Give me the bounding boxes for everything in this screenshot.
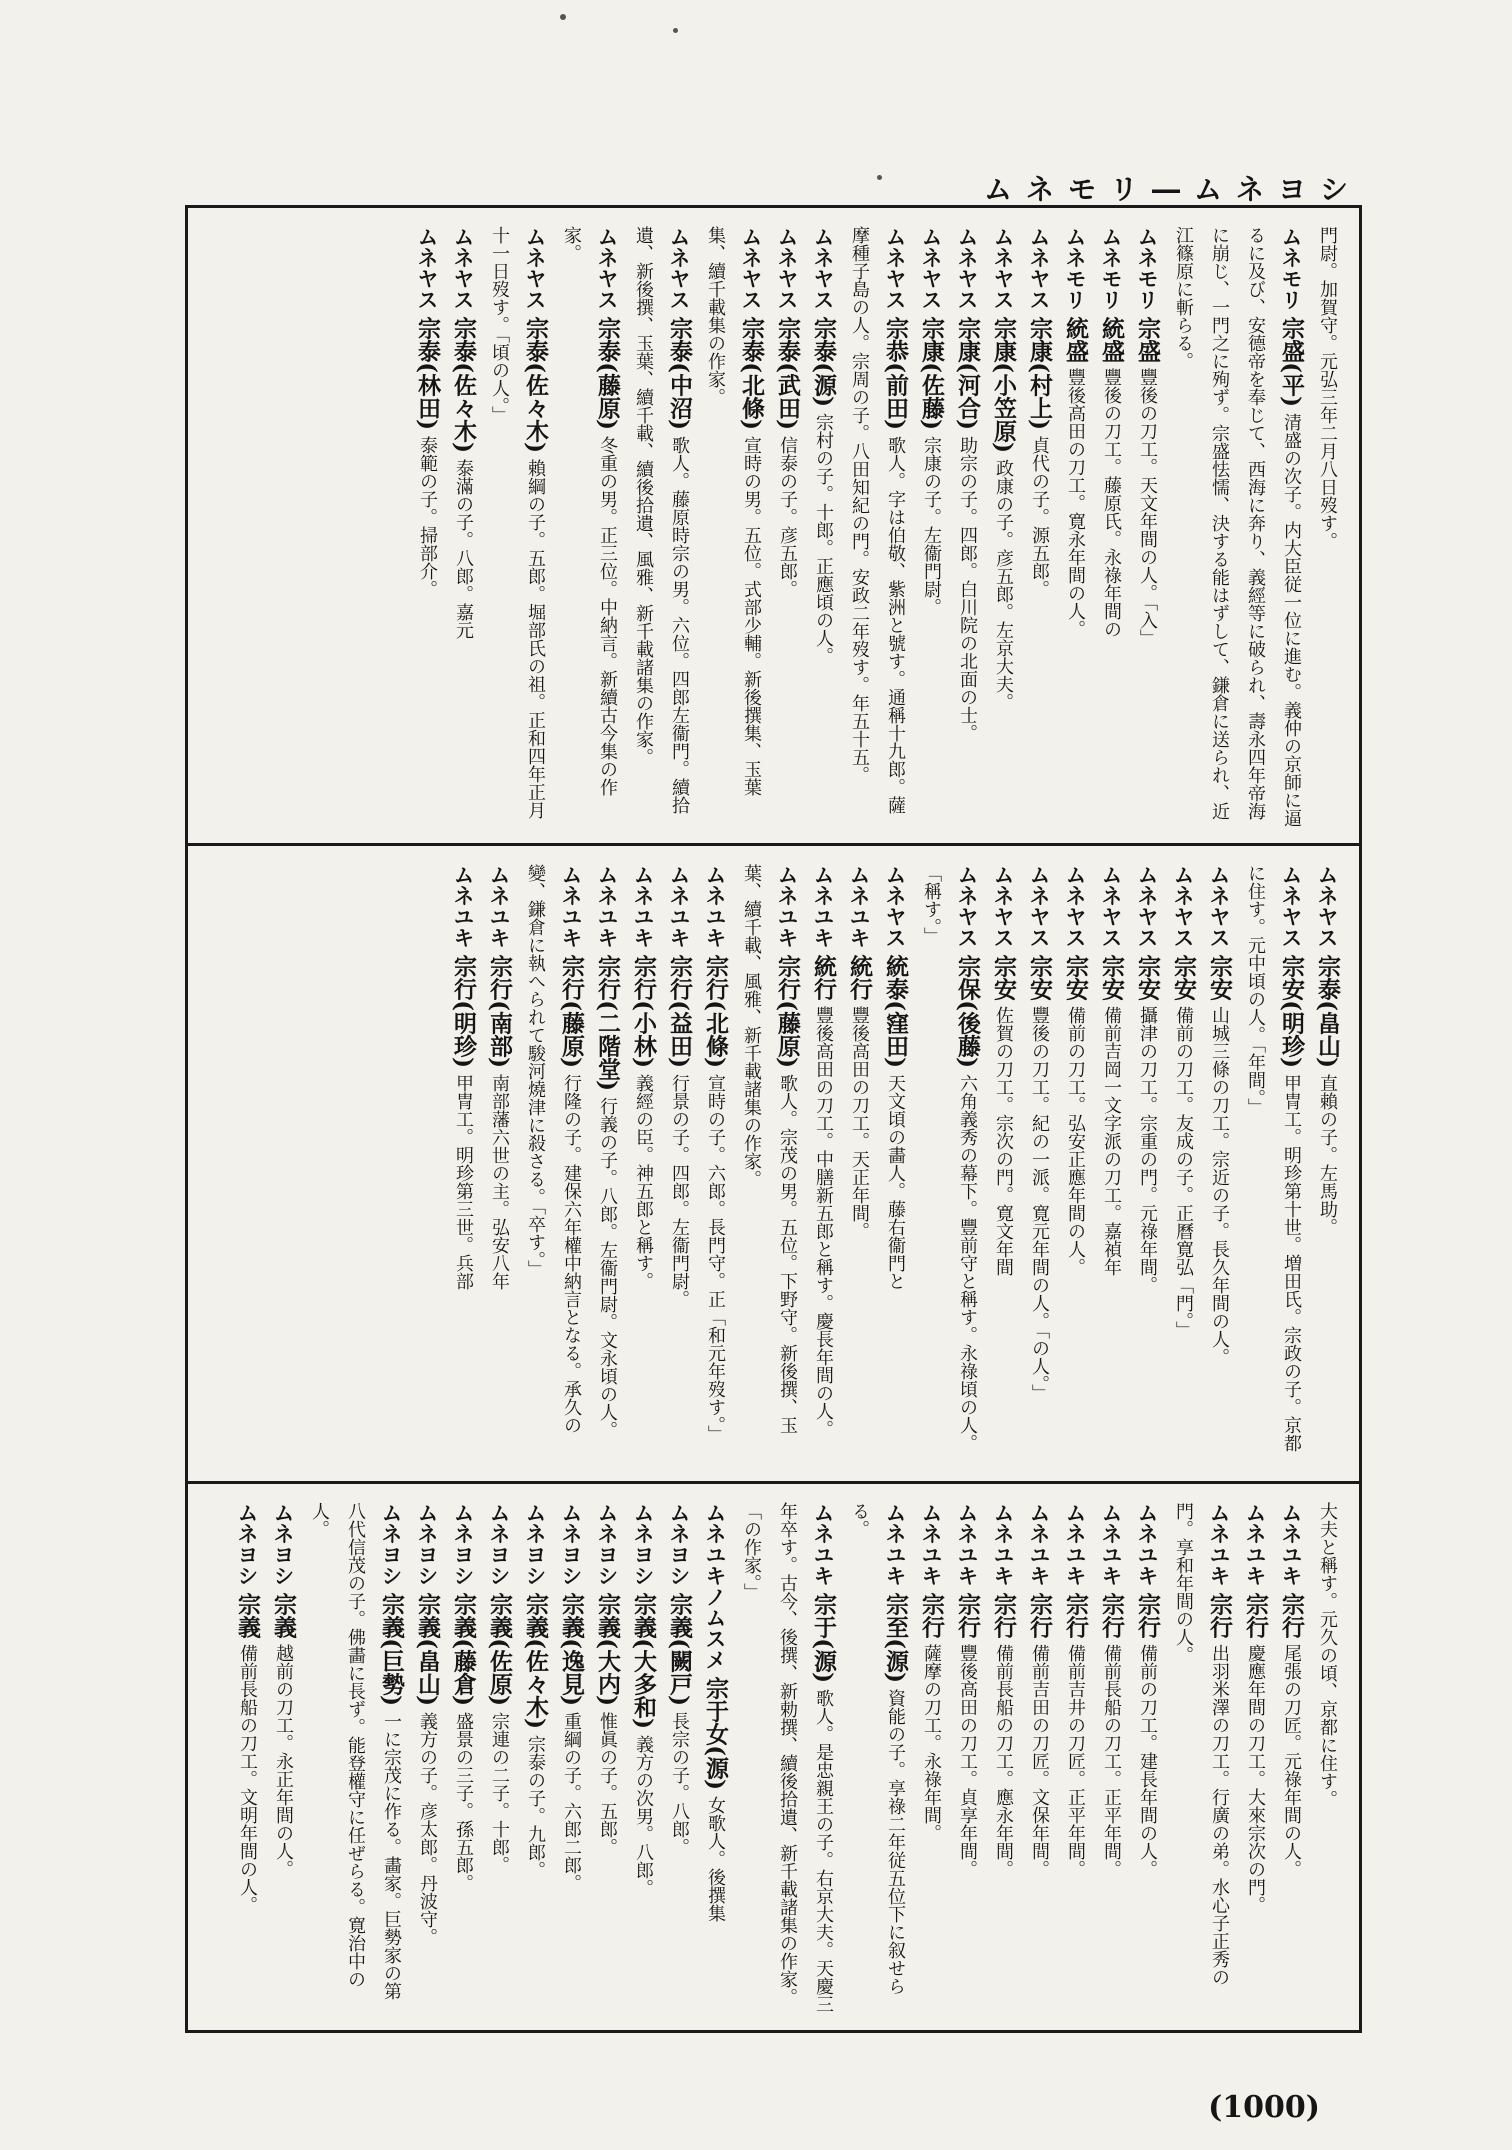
dictionary-entry — [1057, 1502, 1093, 2018]
print-speck — [560, 14, 566, 20]
entry-headword: 宗安 — [1098, 954, 1125, 1001]
entry-headword: 宗義(佐々木) — [522, 1592, 549, 1729]
entry-kana-reading: ムネユキ — [811, 864, 835, 948]
dictionary-entry — [805, 226, 841, 828]
dictionary-entry — [1021, 1502, 1057, 2018]
dictionary-entry — [913, 226, 949, 828]
entry-kana-reading: ムネヤス — [1171, 864, 1195, 948]
entry-kana-reading: ムネヤス — [775, 226, 799, 310]
entry-description: 冬重の男。正三位。中納言。新續古今集の作家。 — [561, 226, 618, 797]
entry-kana-reading: ムネユキ — [847, 864, 871, 948]
entry-kana-reading: ムネヨシ — [451, 1502, 475, 1586]
entry-description: 義方の子。彦太郎。丹波守。 — [417, 1712, 438, 1947]
dictionary-entry — [625, 864, 661, 1466]
dictionary-entry — [841, 1502, 913, 2018]
entry-description: 甲冑工。明珍第十世。増田氏。宗政の子。京都に住す。元中頃の人。「年間。」 — [1245, 864, 1302, 1453]
entry-description: 宗泰の子。九郎。 — [525, 1735, 546, 1880]
entry-kana-reading: ムネヨシ — [415, 1502, 439, 1586]
entry-kana-reading: ムネユキ — [1243, 1502, 1267, 1586]
entry-headword: 宗安 — [1026, 954, 1053, 1001]
entry-headword: 統行 — [810, 954, 837, 1001]
entry-headword: 宗行 — [1134, 1592, 1161, 1639]
entry-headword: 宗義 — [270, 1592, 297, 1639]
entry-description: 義經の臣。神五郎と稱す。 — [633, 1074, 654, 1291]
entry-kana-reading: ムネヤス — [523, 226, 547, 310]
entry-headword: 宗行(明珍) — [450, 954, 477, 1068]
entry-column-group — [202, 226, 1345, 828]
entry-description: 豐後の刀工。藤原氏。永祿年間の — [1101, 368, 1122, 639]
entry-headword: 宗行(益田) — [666, 954, 693, 1068]
entry-kana-reading: ムネヤス — [991, 864, 1015, 948]
dictionary-entry — [301, 1502, 409, 2018]
entry-kana-reading: ムネヤス — [451, 226, 475, 310]
dictionary-entry — [625, 1502, 661, 2018]
print-speck — [673, 28, 678, 33]
dictionary-entry — [697, 864, 733, 1466]
entry-headword: 宗保(後藤) — [954, 954, 981, 1068]
dictionary-entry — [661, 1502, 697, 2018]
entry-column-group — [202, 864, 1345, 1466]
entry-description: 豐後高田の刀工。天正年間。 — [849, 1006, 870, 1241]
entry-headword: 宗義(大内) — [594, 1592, 621, 1706]
entry-headword: 宗泰(中沼) — [666, 316, 693, 430]
entry-headword: 宗義(逸見) — [558, 1592, 585, 1706]
entry-kana-reading: ムネヤス — [1135, 864, 1159, 948]
entry-description: 豐後高田の刀工。貞享年間。 — [957, 1644, 978, 1879]
dictionary-entry — [841, 864, 877, 1466]
section-top — [188, 208, 1359, 840]
entry-headword: 宗泰(武田) — [774, 316, 801, 430]
entry-description: 豐後の刀工。紀の一派。寛元年間の人。「の人。」 — [1029, 1006, 1050, 1403]
section-bottom — [188, 1481, 1359, 2030]
dictionary-entry — [625, 226, 697, 828]
entry-description: 薩摩の刀工。永祿年間。 — [921, 1644, 942, 1843]
dictionary-entry — [985, 864, 1021, 1466]
dictionary-entry — [1093, 226, 1129, 828]
dictionary-entry — [985, 1502, 1021, 2018]
entry-headword: 宗康(村上) — [1026, 316, 1053, 430]
entry-headword: 宗泰(佐々木) — [522, 316, 549, 453]
entry-kana-reading: ムネヤス — [811, 226, 835, 310]
entry-kana-reading: ムネヤス — [667, 226, 691, 310]
entry-kana-reading: ムネヨシ — [559, 1502, 583, 1586]
entry-kana-reading: ムネユキ — [1207, 1502, 1231, 1586]
dictionary-entry — [733, 1502, 841, 2018]
entry-description: 備前の刀工。弘安正應年間の人。 — [1065, 1006, 1086, 1277]
entry-kana-reading: ムネユキ — [1099, 1502, 1123, 1586]
entry-kana-reading: ムネユキ — [595, 864, 619, 948]
entry-kana-reading: ムネヨシ — [235, 1502, 259, 1586]
entry-kana-reading: ムネヤス — [1099, 864, 1123, 948]
entry-headword: 宗行 — [990, 1592, 1017, 1639]
entry-description: 六角義秀の幕下。豐前守と稱す。永祿頃の人。「稱す。」 — [921, 864, 978, 1453]
entry-kana-reading: ムネヤス — [1027, 226, 1051, 310]
entry-headword: 統盛 — [1098, 316, 1125, 363]
entry-headword: 宗行(藤原) — [774, 954, 801, 1068]
entry-headword: 宗康(河合) — [954, 316, 981, 430]
entry-headword: 宗行 — [954, 1592, 981, 1639]
entry-description: 賴綱の子。五郎。堀部氏の祖。正和四年正月十一日歿す。「頃の人。」 — [489, 226, 546, 820]
entry-kana-reading: ムネユキ — [775, 864, 799, 948]
entry-headword: 宗泰(林田) — [414, 316, 441, 430]
dictionary-entry — [1057, 226, 1093, 828]
dictionary-entry — [1165, 1502, 1237, 2018]
entry-description: 備前の刀工。友成の子。正曆寛弘「門。」 — [1173, 1006, 1194, 1340]
dictionary-entry — [769, 226, 805, 828]
entry-kana-reading: ムネヤス — [883, 226, 907, 310]
entry-description: 尾張の刀匠。元祿年間の人。 — [1281, 1644, 1302, 1879]
dictionary-entry — [1093, 864, 1129, 1466]
dictionary-entry — [1237, 864, 1309, 1466]
entry-kana-reading: ムネヨシ — [487, 1502, 511, 1586]
entry-kana-reading: ムネヤス — [595, 226, 619, 310]
dictionary-entry — [985, 226, 1021, 828]
entry-description: 豐後の刀工。天文年間の人。「入」 — [1137, 368, 1158, 648]
entry-description: 惟眞の子。五郎。 — [597, 1712, 618, 1857]
entry-kana-reading: ムネヤス — [1279, 864, 1303, 948]
dictionary-entry — [805, 864, 841, 1466]
entry-description: 越前の刀工。永正年間の人。 — [273, 1644, 294, 1879]
dictionary-entry — [1309, 226, 1345, 828]
entry-description: 出羽米澤の刀工。行廣の弟。水心子正秀の門。享和年間の人。 — [1173, 1502, 1230, 1987]
entry-description: 長宗の子。八郎。 — [669, 1712, 690, 1857]
entry-kana-reading: ムネヤス — [955, 864, 979, 948]
entry-description: 備前の刀工。建長年間の人。 — [1137, 1644, 1158, 1879]
entry-headword: 宗康(小笠原) — [990, 316, 1017, 453]
dictionary-entry — [481, 226, 553, 828]
entry-headword: 統盛 — [1062, 316, 1089, 363]
entry-description: 資能の子。享祿二年従五位下に叙せらる。 — [849, 1502, 906, 1996]
entry-kana-reading: ムネユキ — [811, 1502, 835, 1586]
entry-headword: 宗安(明珍) — [1278, 954, 1305, 1068]
dictionary-entry — [517, 1502, 553, 2018]
dictionary-frame — [185, 205, 1362, 2033]
entry-kana-reading: ムネヨシ — [667, 1502, 691, 1586]
entry-kana-reading: ムネヨシ — [631, 1502, 655, 1586]
entry-description: 備前吉井の刀匠。正平年間。 — [1065, 1644, 1086, 1879]
entry-headword: 宗泰(畠山) — [1314, 954, 1341, 1068]
entry-description: 歌人。藤原時宗の男。六位。四郎左衞門。續拾遺、新後撰、玉葉、續千載、續後拾遺、風雅、新千載諸集の作家。 — [633, 226, 690, 815]
entry-description: 行義の子。八郎。左衞門尉。文永頃の人。 — [597, 1097, 618, 1440]
entry-description: 甲冑工。明珍第三世。兵部 — [453, 1074, 474, 1291]
dictionary-entry — [1129, 864, 1165, 1466]
entry-kana-reading: ムネモリ — [1135, 226, 1159, 310]
print-speck — [877, 175, 882, 180]
entry-headword: 宗義(佐原) — [486, 1592, 513, 1706]
entry-headword: 宗安 — [1134, 954, 1161, 1001]
entry-kana-reading: ムネヤス — [1207, 864, 1231, 948]
entry-headword: 宗行 — [1278, 1592, 1305, 1639]
entry-headword: 宗行 — [1242, 1592, 1269, 1639]
entry-description: 重綱の子。六郎二郎。 — [561, 1712, 582, 1893]
entry-description: 政康の子。彦五郎。左京大夫。 — [993, 459, 1014, 712]
entry-headword: 宗行 — [918, 1592, 945, 1639]
entry-kana-reading: ムネヤス — [739, 226, 763, 310]
entry-description: 宣時の男。五位。式部少輔。新後撰集、玉葉集、續千載集の作家。 — [705, 226, 762, 797]
entry-headword: 宗義(大多和) — [630, 1592, 657, 1729]
dictionary-entry — [1309, 864, 1345, 1466]
entry-description: 宗連の二子。十郎。 — [489, 1712, 510, 1875]
entry-headword: 宗盛(平) — [1278, 316, 1305, 407]
entry-description: 行景の子。四郎。左衞門尉。 — [669, 1074, 690, 1309]
entry-headword: 宗義(闕戸) — [666, 1592, 693, 1706]
dictionary-entry — [1129, 1502, 1165, 2018]
entry-kana-reading: ムネモリ — [1279, 226, 1303, 310]
entry-kana-reading: ムネユキ — [487, 864, 511, 948]
entry-description: 宣時の子。六郎。長門守。正「和元年歿す。」 — [705, 1074, 726, 1444]
entry-kana-reading: ムネユキ — [1063, 1502, 1087, 1586]
entry-headword: 宗義(畠山) — [414, 1592, 441, 1706]
entry-description: 備前長船の刀工。應永年間。 — [993, 1644, 1014, 1879]
entry-description: 佐賀の刀工。宗次の門。寛文年間 — [993, 1006, 1014, 1277]
entry-kana-reading: ムネユキ — [703, 864, 727, 948]
entry-kana-reading: ムネユキ — [919, 1502, 943, 1586]
entry-kana-reading: ムネユキ — [451, 864, 475, 948]
entry-description: 直賴の子。左馬助。 — [1317, 1074, 1338, 1237]
entry-description: 宗康の子。左衞門尉。 — [921, 436, 942, 617]
entry-description: 助宗の子。四郎。白川院の北面の士。 — [957, 436, 978, 743]
page-header: ムネモリ―ムネヨシ — [983, 173, 1362, 206]
dictionary-entry — [589, 864, 625, 1466]
entry-kana-reading: ムネヤス — [919, 226, 943, 310]
entry-kana-reading: ムネヨシ — [523, 1502, 547, 1586]
entry-headword: 宗行(小林) — [630, 954, 657, 1068]
entry-kana-reading: ムネヨシ — [379, 1502, 403, 1586]
entry-description: 歌人。宗茂の男。五位。下野守。新後撰、玉葉、續千載、風雅、新千載諸集の作家。 — [741, 864, 798, 1435]
entry-description: 豐後高田の刀工。寛永年間の人。 — [1065, 368, 1086, 639]
entry-description: 備前吉岡一文字派の刀工。嘉禎年 — [1101, 1006, 1122, 1277]
dictionary-entry — [481, 864, 517, 1466]
entry-description: 歌人。是忠親王の子。右京大夫。天慶三年卒す。古今、後撰、新勅撰、續後拾遺、新千載諸集の作家。「の作家。」 — [741, 1502, 834, 2014]
entry-description: 義方の次男。八郎。 — [633, 1735, 654, 1898]
entry-headword: 宗安 — [1170, 954, 1197, 1001]
entry-kana-reading: ムネユキ — [1135, 1502, 1159, 1586]
entry-headword: 宗行(北條) — [702, 954, 729, 1068]
dictionary-entry — [949, 1502, 985, 2018]
entry-description: 女歌人。後撰集 — [705, 1796, 726, 1923]
entry-description: 泰範の子。掃部介。 — [417, 436, 438, 599]
entry-description: 一に宗茂に作る。畵家。巨勢家の第八代信茂の子。佛畵に長ず。能登權守に任ぜらる。寛治中の人。 — [309, 1502, 402, 2001]
entry-kana-reading: ムネユキ — [631, 864, 655, 948]
entry-kana-reading: ムネヤス — [1027, 864, 1051, 948]
section-middle — [188, 843, 1359, 1478]
entry-headword: 宗盛 — [1134, 316, 1161, 363]
entry-headword: 宗義(巨勢) — [378, 1592, 405, 1706]
dictionary-entry — [841, 226, 913, 828]
entry-kana-reading: ムネユキ — [1279, 1502, 1303, 1586]
entry-headword: 宗安 — [1062, 954, 1089, 1001]
entry-description: 慶應年間の刀工。大來宗次の門。 — [1245, 1644, 1266, 1915]
entry-headword: 宗行 — [1026, 1592, 1053, 1639]
dictionary-entry — [1201, 864, 1237, 1466]
dictionary-entry — [733, 864, 805, 1466]
entry-headword: 宗泰(北條) — [738, 316, 765, 430]
entry-description: 信泰の子。彦五郎。 — [777, 436, 798, 599]
dictionary-entry — [265, 1502, 301, 2018]
entry-kana-reading: ムネユキノムスメ — [703, 1502, 727, 1670]
entry-headword: 宗于(源) — [810, 1592, 837, 1683]
entry-headword: 宗義 — [234, 1592, 261, 1639]
entry-description: 天文頃の畵人。藤右衞門と — [885, 1074, 906, 1291]
entry-headword: 宗康(佐藤) — [918, 316, 945, 430]
entry-headword: 統行 — [846, 954, 873, 1001]
entry-headword: 宗義(藤倉) — [450, 1592, 477, 1706]
dictionary-entry — [1309, 1502, 1345, 2018]
entry-kana-reading: ムネモリ — [1063, 226, 1087, 310]
dictionary-entry — [1273, 1502, 1309, 2018]
dictionary-entry — [1057, 864, 1093, 1466]
entry-kana-reading: ムネヨシ — [271, 1502, 295, 1586]
entry-headword: 宗泰(藤原) — [594, 316, 621, 430]
entry-kana-reading: ムネヤス — [991, 226, 1015, 310]
entry-kana-reading: ムネヤス — [1315, 864, 1339, 948]
entry-headword: 統泰(窪田) — [882, 954, 909, 1068]
entry-headword: 宗于女(源) — [702, 1676, 729, 1790]
entry-headword: 宗行(藤原) — [558, 954, 585, 1068]
dictionary-entry — [913, 1502, 949, 2018]
entry-kana-reading: ムネヤス — [1063, 864, 1087, 948]
entry-description: 行隆の子。建保六年權中納言となる。承久の變、鎌倉に執へられて駿河燒津に殺さる。「卒す。」 — [525, 864, 582, 1435]
entry-description: 貞代の子。源五郎。 — [1029, 436, 1050, 599]
entry-headword: 宗行(南部) — [486, 954, 513, 1068]
entry-description: 備前長船の刀工。正平年間。 — [1101, 1644, 1122, 1879]
dictionary-entry — [553, 1502, 589, 2018]
dictionary-entry — [553, 226, 625, 828]
dictionary-entry — [1237, 1502, 1273, 2018]
entry-kana-reading: ムネユキ — [1027, 1502, 1051, 1586]
entry-headword: 宗安 — [1206, 954, 1233, 1001]
entry-description: 歌人。字は伯敬、紫洲と號す。通稱十九郎。薩摩種子島の人。宗周の子。八田知紀の門。安政二年歿す。年五十五。 — [849, 226, 906, 815]
entry-description: 大夫と稱す。元久の頃、京都に住す。 — [1317, 1502, 1338, 1808]
entry-description: 山城三條の刀工。宗近の子。長久年間の人。 — [1209, 1006, 1230, 1367]
entry-kana-reading: ムネユキ — [955, 1502, 979, 1586]
dictionary-entry — [1093, 1502, 1129, 2018]
entry-headword: 宗至(源) — [882, 1592, 909, 1683]
entry-kana-reading: ムネユキ — [667, 864, 691, 948]
dictionary-entry — [1129, 226, 1165, 828]
dictionary-entry — [517, 864, 589, 1466]
dictionary-entry — [445, 226, 481, 828]
dictionary-entry — [949, 226, 985, 828]
dictionary-entry — [877, 864, 913, 1466]
entry-kana-reading: ムネヤス — [955, 226, 979, 310]
dictionary-entry — [913, 864, 985, 1466]
entry-headword: 宗泰(源) — [810, 316, 837, 407]
entry-kana-reading: ムネヤス — [415, 226, 439, 310]
entry-kana-reading: ムネヨシ — [595, 1502, 619, 1586]
entry-headword: 宗泰(佐々木) — [450, 316, 477, 453]
dictionary-entry — [1021, 864, 1057, 1466]
entry-kana-reading: ムネユキ — [883, 1502, 907, 1586]
dictionary-entry — [409, 1502, 445, 2018]
dictionary-entry — [589, 1502, 625, 2018]
entry-headword: 宗行(二階堂) — [594, 954, 621, 1091]
entry-headword: 宗行 — [1062, 1592, 1089, 1639]
dictionary-entry — [697, 1502, 733, 2018]
dictionary-entry — [1021, 226, 1057, 828]
entry-kana-reading: ムネユキ — [991, 1502, 1015, 1586]
dictionary-entry — [409, 226, 445, 828]
entry-column-group — [202, 1502, 1345, 2018]
dictionary-entry — [445, 864, 481, 1466]
entry-description: 宗村の子。十郎。正應頃の人。 — [813, 413, 834, 666]
entry-description: 南部藩六世の主。弘安八年 — [489, 1074, 510, 1291]
entry-headword: 宗安 — [990, 954, 1017, 1001]
entry-description: 攝津の刀工。宗重の門。元祿年間。 — [1137, 1006, 1158, 1295]
entry-kana-reading: ムネユキ — [559, 864, 583, 948]
dictionary-entry — [1165, 226, 1309, 828]
entry-headword: 宗行 — [1206, 1592, 1233, 1639]
entry-headword: 宗行 — [1098, 1592, 1125, 1639]
dictionary-entry — [697, 226, 769, 828]
entry-description: 備前長船の刀工。文明年間の人。 — [237, 1644, 258, 1915]
entry-kana-reading: ムネモリ — [1099, 226, 1123, 310]
page-number: (1000) — [1208, 2090, 1320, 2125]
dictionary-entry — [229, 1502, 265, 2018]
dictionary-entry — [481, 1502, 517, 2018]
dictionary-entry — [1165, 864, 1201, 1466]
entry-description: 門尉。加賀守。元弘三年二月八日歿す。 — [1317, 226, 1338, 550]
entry-description: 盛景の三子。孫五郎。 — [453, 1712, 474, 1893]
entry-description: 清盛の次子。内大臣従一位に進む。義仲の京師に逼るに及び、安德帝を奉じて、西海に奔り、義經等に破られ、壽永四年帝海に崩じ、一門之に殉ず。宗盛怯懦、決する能はずして、鎌倉に送られ、近江篠原に斬らる。 — [1173, 226, 1302, 828]
entry-description: 泰滿の子。八郎。嘉元 — [453, 459, 474, 640]
entry-description: 備前吉田の刀匠。文保年間。 — [1029, 1644, 1050, 1879]
entry-headword: 宗恭(前田) — [882, 316, 909, 430]
dictionary-entry — [661, 864, 697, 1466]
dictionary-entry — [445, 1502, 481, 2018]
entry-kana-reading: ムネヤス — [883, 864, 907, 948]
entry-description: 豐後高田の刀工。中膳新五郎と稱す。慶長年間の人。 — [813, 1006, 834, 1439]
